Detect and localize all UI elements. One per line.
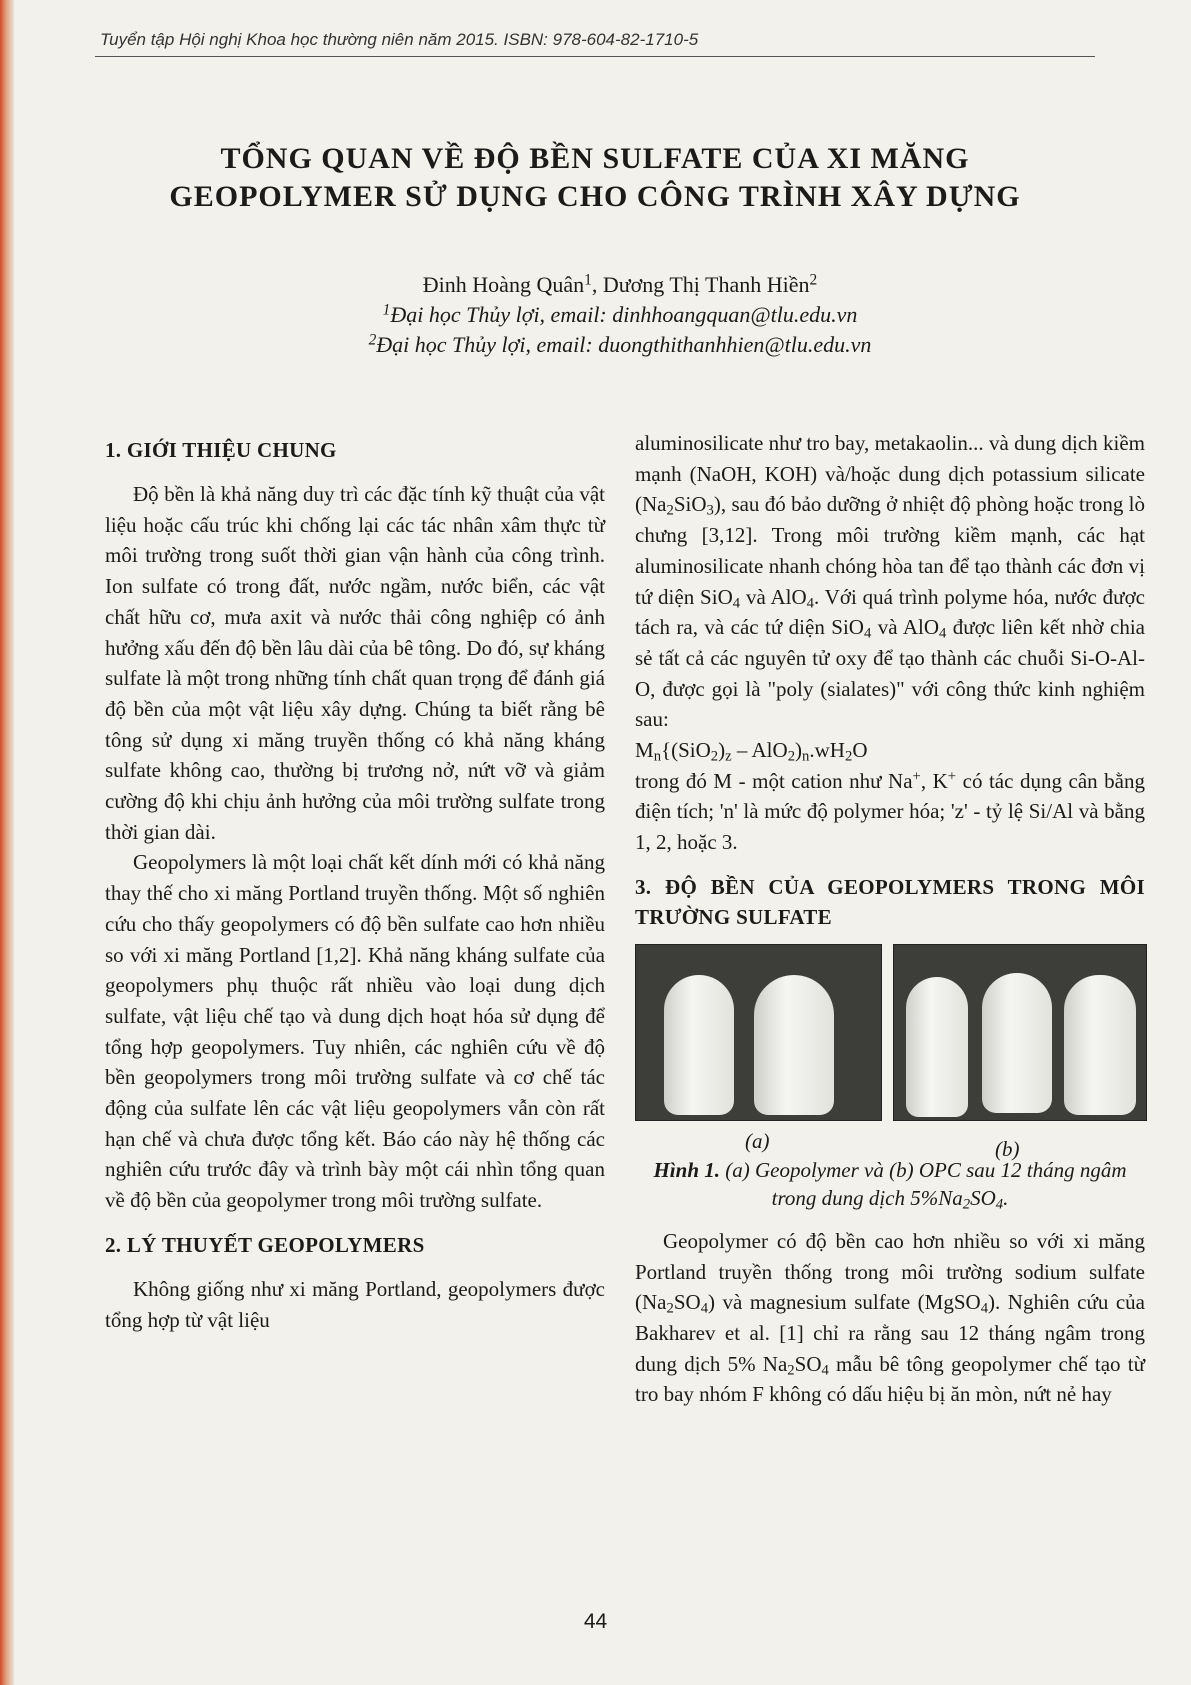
title-line-1: TỔNG QUAN VỀ ĐỘ BỀN SULFATE CỦA XI MĂNG xyxy=(220,142,970,175)
figure-label-b: (b) xyxy=(995,1136,1020,1161)
specimen-tube xyxy=(906,977,968,1117)
page-edge-decoration xyxy=(0,0,14,1685)
left-column xyxy=(105,435,605,1335)
formula-explanation: trong đó M - một cation như Na+, K+ có tác dụng cân bằng điện tích; 'n' là mức độ polymer hóa; 'z' - tỷ lệ Si/Al và bằng 1, 2, hoặc 3. xyxy=(635,768,1145,855)
section-1-paragraph-1: Độ bền là khả năng duy trì các đặc tính kỹ thuật của vật liệu hoặc cấu trúc khi chống lại các tác nhân xâm thực từ môi trường trong suốt thời gian vận hành của công trình. Ion sulfate có trong đất, nước ngầm, nước biển, các vật chất hữu cơ, mưa axit và nước thải công nghiệp có ảnh hưởng xấu đến độ bền lâu dài của bê tông. Do đó, sự kháng sulfate là một trong những tính chất quan trọng để đánh giá độ bền của một vật liệu xây dựng. Chúng ta biết rằng bê tông sử dụng xi măng truyền thống có khả năng kháng sulfate không cao, thường bị trương nở, nứt vỡ và giảm cường độ khi chịu ảnh hưởng của môi trường sulfate trong thời gian dài. xyxy=(105,482,605,844)
page-number: 44 xyxy=(583,1610,608,1633)
figure-1a-photo xyxy=(635,944,882,1121)
right-column xyxy=(635,428,1145,1410)
affiliation-2 xyxy=(280,330,960,360)
specimen-tube xyxy=(754,975,834,1115)
figure-1b-photo xyxy=(893,944,1147,1121)
header-rule xyxy=(95,56,1095,57)
author-separator: , xyxy=(591,272,603,297)
figure-1-caption: Hình 1. (a) Geopolymer và (b) OPC sau 12 tháng ngâm trong dung dịch $5\%Na_2SO_4$. xyxy=(653,1157,1127,1213)
section-2-heading: 2. LÝ THUYẾT GEOPOLYMERS xyxy=(105,1232,425,1257)
section-2-paragraph-continued: aluminosilicate như tro bay, metakaolin... và dung dịch kiềm mạnh (NaOH, KOH) và/hoặc dung dịch potassium silicate $(Na_2SiO_3)$, sau đó bảo dưỡng ở nhiệt độ phòng hoặc trong lò chưng [3,12]. Trong môi trường kiềm mạnh, các hạt aluminosilicate nhanh chóng hòa tan để tạo thành các đơn vị tứ diện SiO$_4$ và AlO$_4$. Với quá trình polyme hóa, nước được tách ra, và các tứ diện SiO$_4$ và AlO$_4$ được liên kết nhờ chia sẻ tất cả các nguyên tử oxy để tạo thành các chuỗi Si-O-Al-O, được gọi là "poly (sialates)" với công thức kinh nghiệm sau: xyxy=(635,431,1146,732)
section-1-heading: 1. GIỚI THIỆU CHUNG xyxy=(105,438,337,462)
author-block xyxy=(280,270,960,360)
aff-1-text: Đại học Thủy lợi, email: dinhhoangquan@tlu.edu.vn xyxy=(390,302,858,327)
figure-1 xyxy=(635,944,1145,1124)
section-1-paragraph-2: Geopolymers là một loại chất kết dính mới có khả năng thay thế cho xi măng Portland truyền thống. Một số nghiên cứu cho thấy geopolymers có độ bền sulfate cao hơn nhiều so với xi măng Portland [1,2]. Khả năng kháng sulfate của geopolymers phụ thuộc rất nhiều vào loại dung dịch sulfate, vật liệu chế tạo và dung dịch hoạt hóa sử dụng để tổng hợp geopolymers. Tuy nhiên, các nghiên cứu về độ bền geopolymers trong môi trường sulfate và cơ chế tác động của sulfate lên các vật liệu geopolymers vẫn còn rất hạn chế và chưa được tổng kết. Báo cáo này hệ thống các nghiên cứu trước đây và trình bày một cái nhìn tổng quan về độ bền của geopolymer trong môi trường sulfate. xyxy=(105,850,605,1213)
aff-2-sup: 2 xyxy=(368,331,377,349)
specimen-tube xyxy=(1064,975,1136,1115)
empirical-formula: $M_n\{(SiO_2)_z - AlO_2)_n.wH_2O$ xyxy=(635,738,868,765)
affiliation-1 xyxy=(280,300,960,330)
author-1: Đinh Hoàng Quân xyxy=(422,272,585,297)
aff-2-text: Đại học Thủy lợi, email: duongthithanhhien@tlu.edu.vn xyxy=(376,332,872,357)
section-2-paragraph-1: Không giống như xi măng Portland, geopolymers được tổng hợp từ vật liệu xyxy=(105,1276,605,1332)
figure-caption-label: Hình 1. xyxy=(653,1157,720,1182)
specimen-tube xyxy=(982,973,1052,1113)
paper-title xyxy=(130,140,1060,216)
figure-subpanel-labels xyxy=(635,1124,1145,1161)
author-1-sup: 1 xyxy=(584,271,592,289)
figure-label-a: (a) xyxy=(745,1128,770,1153)
section-3-heading: 3. ĐỘ BỀN CỦA GEOPOLYMERS TRONG MÔI TRƯỜNG SULFATE xyxy=(635,874,1145,929)
section-3-paragraph-1: Geopolymer có độ bền cao hơn nhiều so với xi măng Portland truyền thống trong môi trường sodium sulfate $(Na_2SO_4)$ và magnesium sulfate (MgSO$_4$). Nghiên cứu của Bakharev et al. [1] chỉ ra rằng sau 12 tháng ngâm trong dung dịch 5% $Na_2SO_4$ mẫu bê tông geopolymer chế tạo từ tro bay nhóm F không có dấu hiệu bị ăn mòn, nứt nẻ hay xyxy=(635,1228,1145,1407)
author-names xyxy=(280,270,960,300)
author-2: Dương Thị Thanh Hiền xyxy=(602,272,810,297)
aff-1-sup: 1 xyxy=(382,301,391,319)
author-2-sup: 2 xyxy=(809,271,818,289)
title-line-2: GEOPOLYMER SỬ DỤNG CHO CÔNG TRÌNH XÂY DỰNG xyxy=(169,180,1021,213)
running-header: Tuyển tập Hội nghị Khoa học thường niên năm 2015. ISBN: 978-604-82-1710-5 xyxy=(100,30,699,49)
specimen-tube xyxy=(664,975,734,1115)
